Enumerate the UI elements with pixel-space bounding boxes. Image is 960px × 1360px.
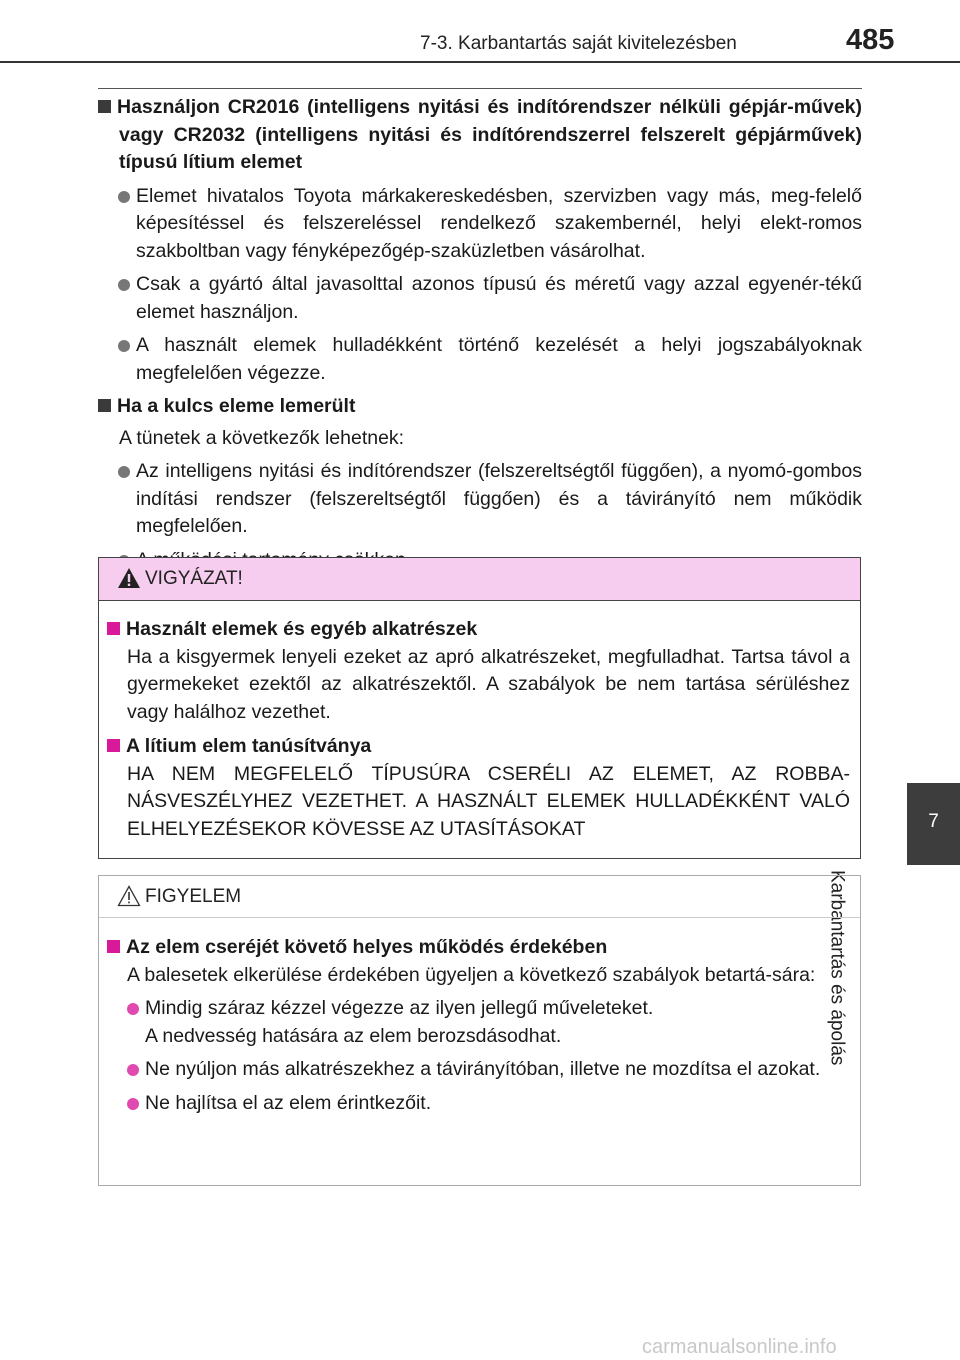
round-bullet-icon xyxy=(127,1003,139,1015)
notice-box xyxy=(98,875,861,1186)
round-bullet-icon xyxy=(127,1098,139,1110)
square-bullet-icon xyxy=(98,399,111,412)
round-bullet-icon xyxy=(118,340,130,352)
notice-header xyxy=(99,876,860,918)
list-item: Elemet hivatalos Toyota márkakereskedésben, szervizben vagy más, meg-felelő képesítéssel és felszereléssel rendelkező szakembernél, helyi elekt-romos szakboltban vagy fényképezőgép-szaküzletben vásárolhat. xyxy=(98,183,862,266)
notice-body xyxy=(107,934,850,1117)
list-item: Az intelligens nyitási és indítórendszer (felszereltségtől függően), a nyomó-gombos indítási rendszer (felszereltségtől függően) és a távirányító nem működik megfelelően. xyxy=(98,458,862,541)
square-bullet-icon xyxy=(107,940,120,953)
chapter-number: 7 xyxy=(928,811,939,832)
notice-intro: A balesetek elkerülése érdekében ügyeljen a következő szabályok betartá-sára: xyxy=(127,963,816,986)
notice-section-heading: Az elem cseréjét követő helyes működés érdekében xyxy=(107,934,850,962)
warning-box xyxy=(98,557,861,859)
square-bullet-icon xyxy=(107,739,120,752)
round-bullet-icon xyxy=(127,1064,139,1076)
chapter-title: Karbantartás és ápolás xyxy=(825,870,847,1066)
chapter-title-vertical xyxy=(825,870,960,1100)
list-item: Ne nyúljon más alkatrészekhez a távirányítóban, illetve ne mozdítsa el azokat. xyxy=(107,1056,850,1084)
list-item: Mindig száraz kézzel végezze az ilyen jellegű műveleteket. A nedvesség hatására az elem berozsdásodhat. xyxy=(107,995,850,1050)
square-bullet-icon xyxy=(107,622,120,635)
warning-title: VIGYÁZAT! xyxy=(145,568,243,589)
warning-section-heading: A lítium elem tanúsítványa xyxy=(107,733,850,761)
warning-header xyxy=(99,558,860,601)
warning-section-heading: Használt elemek és egyéb alkatrészek xyxy=(107,616,850,644)
list-item: A használt elemek hulladékként történő kezelését a helyi jogszabályoknak megfelelően végezze. xyxy=(98,332,862,387)
caution-triangle-icon xyxy=(117,885,141,907)
heading-battery-type: Használjon CR2016 (intelligens nyitási és indítórendszer nélküli gépjár-művek) vagy CR2032 (intelligens nyitási és indítórendszerrel felszerelt gépjárművek) típusú lítium elemet xyxy=(98,94,862,177)
square-bullet-icon xyxy=(98,100,111,113)
chapter-tab xyxy=(907,783,960,865)
round-bullet-icon xyxy=(118,466,130,478)
content-top-rule xyxy=(98,88,862,89)
warning-body xyxy=(107,616,850,843)
round-bullet-icon xyxy=(118,191,130,203)
main-content xyxy=(98,94,862,574)
symptoms-intro: A tünetek a következők lehetnek: xyxy=(119,426,405,449)
footer-watermark: carmanualsonline.info xyxy=(642,1336,837,1358)
section-title: 7-3. Karbantartás saját kivitelezésben xyxy=(420,33,737,54)
notice-title: FIGYELEM xyxy=(145,886,242,907)
header-rule xyxy=(0,61,960,63)
warning-section-text: HA NEM MEGFELELŐ TÍPUSÚRA CSERÉLI AZ ELEMET, AZ ROBBA-NÁSVESZÉLYHEZ VEZETHET. A HASZNÁLT ELEMEK HULLADÉKKÉNT VALÓ ELHELYEZÉSEKOR KÖVESSE AZ UTASÍTÁSOKAT xyxy=(127,762,850,840)
warning-triangle-icon xyxy=(117,567,141,589)
heading-battery-depleted: Ha a kulcs eleme lemerült xyxy=(98,393,862,421)
round-bullet-icon xyxy=(118,279,130,291)
page-number: 485 xyxy=(846,24,895,56)
list-item: Csak a gyártó által javasolttal azonos típusú és méretű vagy azzal egyenér-tékű elemet használjon. xyxy=(98,271,862,326)
warning-section-text: Ha a kisgyermek lenyeli ezeket az apró alkatrészeket, megfulladhat. Tartsa távol a gyermekeket ezektől az alkatrészektől. A szabályok be nem tartása sérüléshez vagy halálhoz vezethet. xyxy=(127,645,850,723)
list-item: Ne hajlítsa el az elem érintkezőit. xyxy=(107,1090,850,1118)
